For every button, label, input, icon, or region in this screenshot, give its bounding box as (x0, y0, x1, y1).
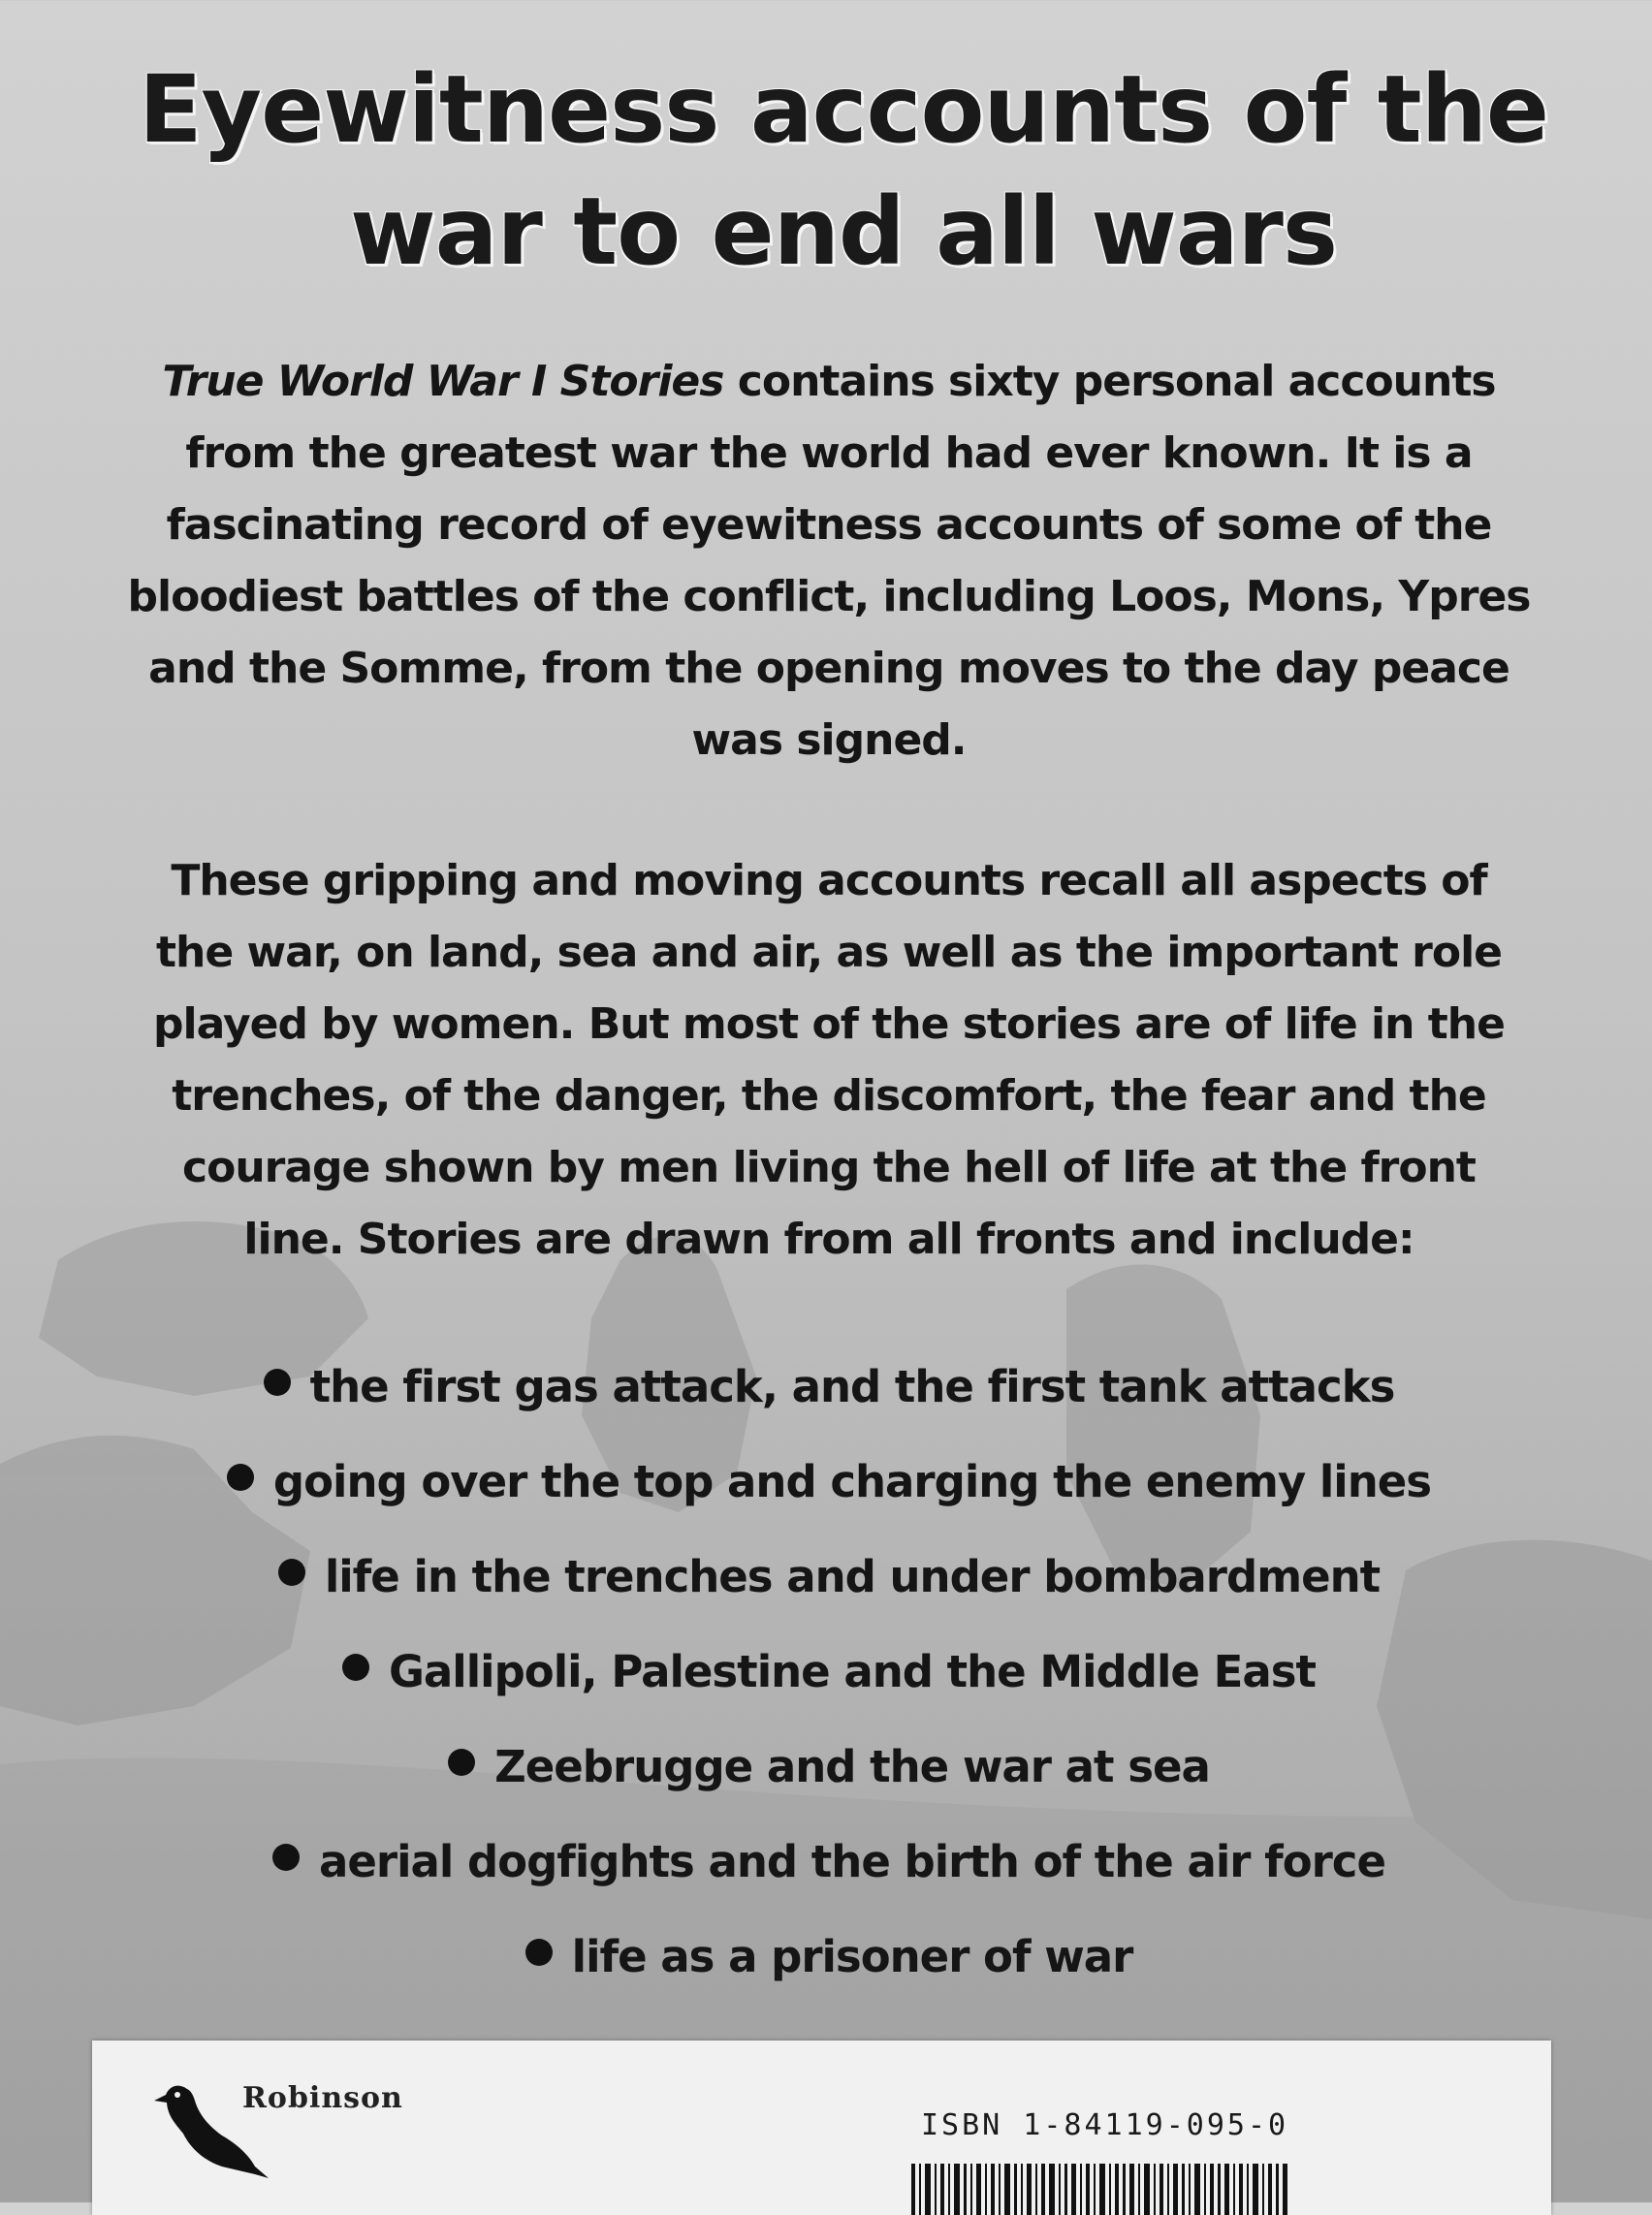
bullet-dot-icon (525, 1939, 553, 1966)
isbn-number: ISBN 1-84119-095-0 (921, 2108, 1289, 2142)
bullet-dot-icon (278, 1559, 305, 1586)
bullet-dot-icon (448, 1749, 475, 1776)
bullet-dot-icon (227, 1464, 254, 1491)
list-item: life in the trenches and under bombardment (126, 1530, 1532, 1625)
barcode-icon (911, 2164, 1289, 2215)
book-title: True World War I Stories (162, 357, 724, 406)
list-item: life as a prisoner of war (126, 1910, 1532, 2005)
bullet-dot-icon (342, 1654, 369, 1681)
publisher-name: Robinson (242, 2081, 403, 2115)
list-item: Zeebrugge and the war at sea (126, 1720, 1532, 1815)
description-paragraph: These gripping and moving accounts recall all aspects of the war, on land, sea and air, as well as the important role played by women. But most of the stories are of life in the trenches, of the danger, the discomfort, the fear and the courage shown by men living the hell of life at the front line. Stories are drawn from all fronts and include: (153, 856, 1505, 1264)
highlights-list (126, 1340, 1532, 2005)
publisher-barcode-panel (92, 2041, 1551, 2215)
list-item: going over the top and charging the enemy lines (126, 1435, 1532, 1530)
bullet-dot-icon (272, 1844, 300, 1871)
bullet-dot-icon (264, 1369, 291, 1396)
list-item: aerial dogfights and the birth of the air force (126, 1815, 1532, 1910)
list-item: Gallipoli, Palestine and the Middle East (126, 1625, 1532, 1720)
headline-line-1: Eyewitness accounts of the (138, 55, 1549, 164)
cover-headline (97, 48, 1590, 293)
headline-line-2: war to end all wars (349, 177, 1338, 286)
intro-paragraph (126, 346, 1532, 776)
list-item: the first gas attack, and the first tank attacks (126, 1340, 1532, 1435)
intro-text: contains sixty personal accounts from the greatest war the world had ever known. It is a fascinating record of eyewitness accounts of some of the bloodiest battles of the conflict, including Loos, Mons, Ypres and the Somme, from the opening moves to the day peace was signed. (127, 357, 1531, 765)
